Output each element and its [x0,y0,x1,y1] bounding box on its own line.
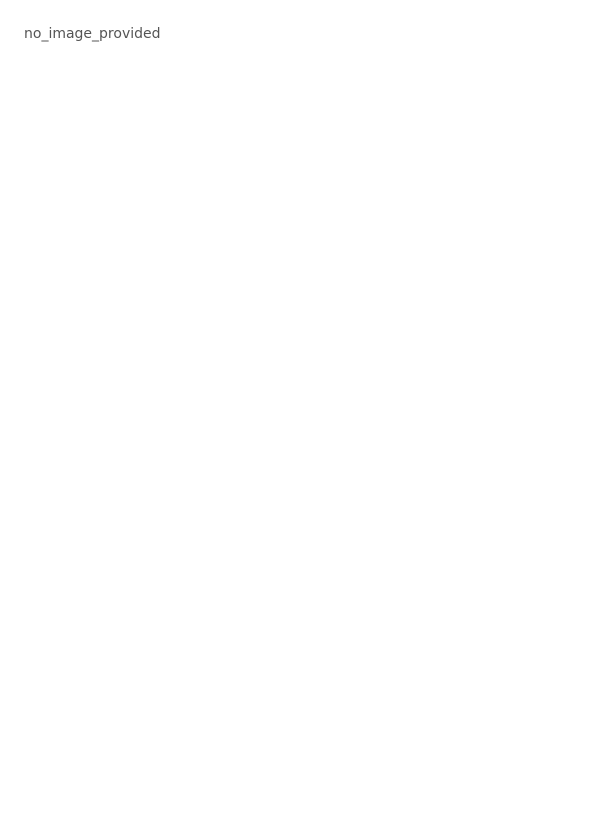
status-notice: no_image_provided [24,26,161,42]
